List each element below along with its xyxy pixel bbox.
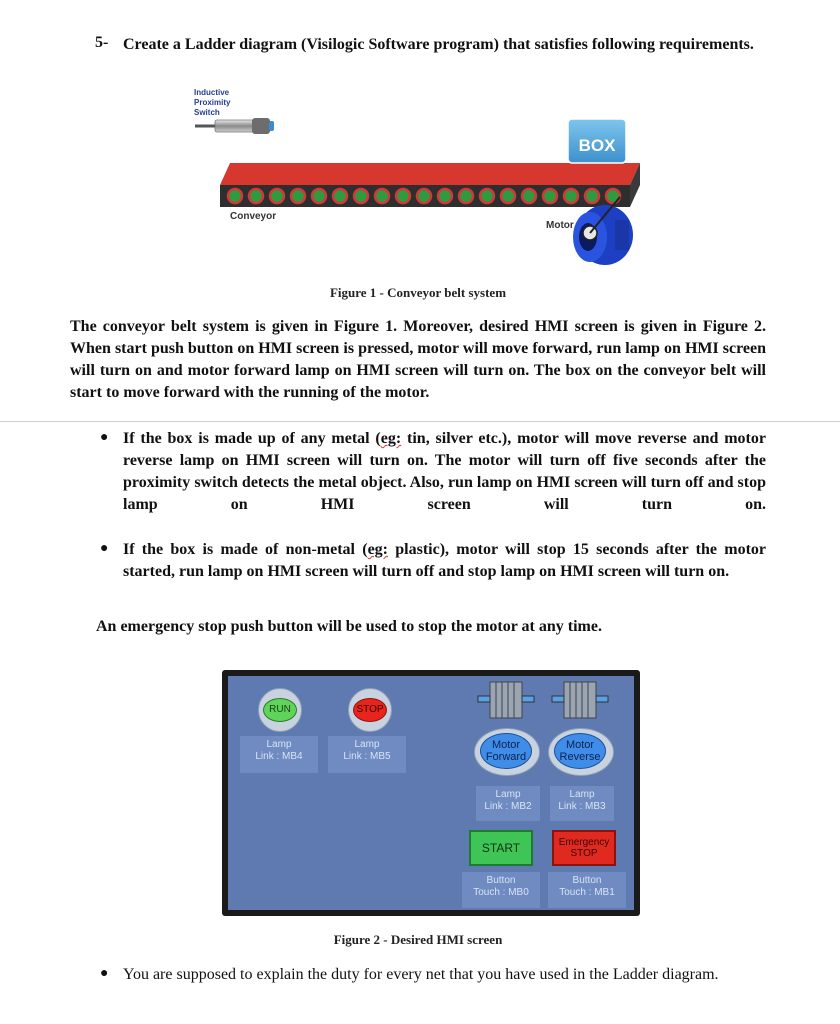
bullet-marker: ●	[100, 430, 109, 445]
lamp-link-mb2: Lamp Link : MB2	[476, 786, 540, 821]
intro-paragraph: The conveyor belt system is given in Figure 1. Moreover, desired HMI screen is given in Figure 2. When start push button on HMI screen is pressed, motor will move forward, run lamp on HMI screen will turn on and motor forward lamp on HMI screen will turn on. The box on the conveyor belt will start to move forward with the running of the motor.	[70, 318, 766, 401]
bullet-metal: If the box is made up of any metal (eg: tin, silver etc.), motor will move reverse and motor reverse lamp on HMI screen will turn on. The motor will turn off five seconds after the proximity switch detects the metal object. Also, run lamp on HMI screen will turn off and stop lamp on HMI screen will turn on.	[123, 430, 766, 513]
motor-reverse-lamp: Motor Reverse	[548, 728, 614, 776]
bullet-marker: ●	[100, 541, 109, 556]
proximity-sensor-icon	[195, 118, 274, 134]
motor-forward-lamp: Motor Forward	[474, 728, 540, 776]
emergency-text: An emergency stop push button will be used to stop the motor at any time.	[96, 618, 602, 635]
question-text: Create a Ladder diagram (Visilogic Software program) that satisfies following requirements.	[123, 36, 754, 53]
bullet-marker: ●	[100, 966, 109, 981]
button-touch-mb1: Button Touch : MB1	[548, 872, 626, 908]
lamp-link-mb4: Lamp Link : MB4	[240, 736, 318, 773]
question-number: 5-	[95, 34, 109, 51]
motor-reverse-icon	[550, 680, 610, 720]
figure-2-caption: Figure 2 - Desired HMI screen	[333, 932, 503, 947]
motor-icon	[573, 197, 633, 265]
final-bullet: You are supposed to explain the duty for every net that you have used in the Ladder diagram.	[123, 966, 719, 983]
button-touch-mb0: Button Touch : MB0	[462, 872, 540, 908]
conveyor-illustration	[190, 85, 645, 275]
hmi-screen	[222, 670, 640, 916]
start-button[interactable]: START	[469, 830, 533, 866]
lamp-link-mb3: Lamp Link : MB3	[550, 786, 614, 821]
run-lamp: RUN	[258, 688, 302, 732]
figure-1-caption: Figure 1 - Conveyor belt system	[329, 285, 507, 300]
bullet-non-metal: If the box is made of non-metal (eg: plastic), motor will stop 15 seconds after the motor started, run lamp on HMI screen will turn off and stop lamp on HMI screen will turn on.	[123, 541, 766, 580]
stop-lamp: STOP	[348, 688, 392, 732]
conveyor-label: Conveyor	[230, 211, 277, 222]
emergency-stop-button[interactable]: Emergency STOP	[552, 830, 616, 866]
figure-1	[190, 85, 645, 275]
box-label: BOX	[578, 136, 616, 155]
motor-label: Motor	[546, 220, 574, 231]
motor-forward-icon	[476, 680, 536, 720]
sensor-label: Inductive Proximity Switch	[194, 88, 231, 117]
divider	[0, 421, 840, 422]
lamp-link-mb5: Lamp Link : MB5	[328, 736, 406, 773]
